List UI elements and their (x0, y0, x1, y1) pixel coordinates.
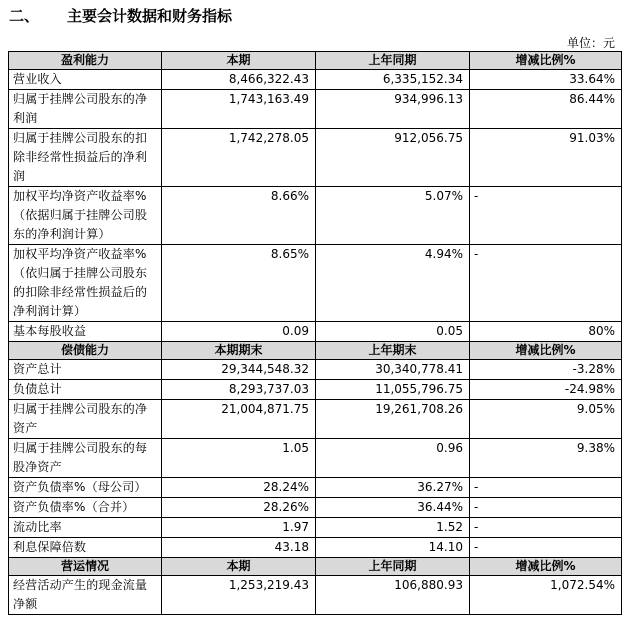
category-header: 营运情况 (9, 558, 162, 576)
row-label: 归属于挂牌公司股东的净资产 (9, 400, 162, 439)
row-label: 负债总计 (9, 380, 162, 400)
current-value: 28.24% (162, 478, 316, 498)
current-period-header: 本期 (162, 52, 316, 70)
current-value: 0.09 (162, 322, 316, 342)
row-label: 资产负债率%（合并） (9, 498, 162, 518)
change-percent: - (470, 518, 622, 538)
prior-value: 14.10 (316, 538, 470, 558)
change-percent: 33.64% (470, 70, 622, 90)
row-label: 资产负债率%（母公司） (9, 478, 162, 498)
table-row (9, 380, 622, 400)
prior-value: 30,340,778.41 (316, 360, 470, 380)
current-value: 1,253,219.43 (162, 576, 316, 615)
prior-value: 36.44% (316, 498, 470, 518)
prior-value: 4.94% (316, 245, 470, 322)
current-value: 29,344,548.32 (162, 360, 316, 380)
table-row (9, 518, 622, 538)
table-row (9, 360, 622, 380)
table-row (9, 70, 622, 90)
current-value: 8.66% (162, 187, 316, 245)
table-header-row (9, 558, 622, 576)
table-header-row (9, 342, 622, 360)
prior-value: 6,335,152.34 (316, 70, 470, 90)
unit-label: 单位：元 (566, 36, 615, 50)
row-label: 基本每股收益 (9, 322, 162, 342)
current-value: 43.18 (162, 538, 316, 558)
prior-value: 912,056.75 (316, 129, 470, 187)
table-row (9, 439, 622, 478)
current-period-header: 本期 (162, 558, 316, 576)
table-row (9, 187, 622, 245)
change-percent: 80% (470, 322, 622, 342)
change-percent: 9.05% (470, 400, 622, 439)
change-percent: -3.28% (470, 360, 622, 380)
table-row (9, 576, 622, 615)
prior-value: 106,880.93 (316, 576, 470, 615)
current-value: 1.05 (162, 439, 316, 478)
table-row (9, 498, 622, 518)
category-header: 盈利能力 (9, 52, 162, 70)
section-heading: 主要会计数据和财务指标 (67, 7, 233, 25)
change-percent-header: 增减比例% (470, 52, 622, 70)
current-value: 8,466,322.43 (162, 70, 316, 90)
row-label: 加权平均净资产收益率%（依归属于挂牌公司股东的扣除非经常性损益后的净利润计算） (9, 245, 162, 322)
prior-value: 0.05 (316, 322, 470, 342)
change-percent: 91.03% (470, 129, 622, 187)
current-value: 8,293,737.03 (162, 380, 316, 400)
table-row (9, 322, 622, 342)
row-label: 资产总计 (9, 360, 162, 380)
change-percent: - (470, 245, 622, 322)
prior-period-header: 上年期末 (316, 342, 470, 360)
current-value: 8.65% (162, 245, 316, 322)
prior-value: 36.27% (316, 478, 470, 498)
change-percent: - (470, 187, 622, 245)
section-number: 二、 (9, 7, 40, 25)
change-percent-header: 增减比例% (470, 342, 622, 360)
prior-value: 0.96 (316, 439, 470, 478)
row-label: 归属于挂牌公司股东的每股净资产 (9, 439, 162, 478)
change-percent-header: 增减比例% (470, 558, 622, 576)
row-label: 利息保障倍数 (9, 538, 162, 558)
prior-value: 5.07% (316, 187, 470, 245)
section-title (9, 5, 232, 26)
change-percent: - (470, 498, 622, 518)
current-period-header: 本期期末 (162, 342, 316, 360)
prior-value: 19,261,708.26 (316, 400, 470, 439)
row-label: 流动比率 (9, 518, 162, 538)
category-header: 偿债能力 (9, 342, 162, 360)
table-row (9, 245, 622, 322)
current-value: 28.26% (162, 498, 316, 518)
prior-value: 1.52 (316, 518, 470, 538)
prior-value: 11,055,796.75 (316, 380, 470, 400)
row-label: 营业收入 (9, 70, 162, 90)
row-label: 加权平均净资产收益率%（依据归属于挂牌公司股东的净利润计算） (9, 187, 162, 245)
current-value: 1,742,278.05 (162, 129, 316, 187)
current-value: 1,743,163.49 (162, 90, 316, 129)
table-row (9, 129, 622, 187)
change-percent: - (470, 538, 622, 558)
table-row (9, 90, 622, 129)
table-header-row (9, 52, 622, 70)
change-percent: 9.38% (470, 439, 622, 478)
prior-period-header: 上年同期 (316, 52, 470, 70)
prior-value: 934,996.13 (316, 90, 470, 129)
change-percent: -24.98% (470, 380, 622, 400)
change-percent: 86.44% (470, 90, 622, 129)
row-label: 归属于挂牌公司股东的扣除非经常性损益后的净利润 (9, 129, 162, 187)
financial-indicators-table (8, 51, 622, 615)
change-percent: - (470, 478, 622, 498)
change-percent: 1,072.54% (470, 576, 622, 615)
table-row (9, 478, 622, 498)
current-value: 1.97 (162, 518, 316, 538)
table-row (9, 400, 622, 439)
row-label: 归属于挂牌公司股东的净利润 (9, 90, 162, 129)
row-label: 经营活动产生的现金流量净额 (9, 576, 162, 615)
prior-period-header: 上年同期 (316, 558, 470, 576)
table-row (9, 538, 622, 558)
current-value: 21,004,871.75 (162, 400, 316, 439)
